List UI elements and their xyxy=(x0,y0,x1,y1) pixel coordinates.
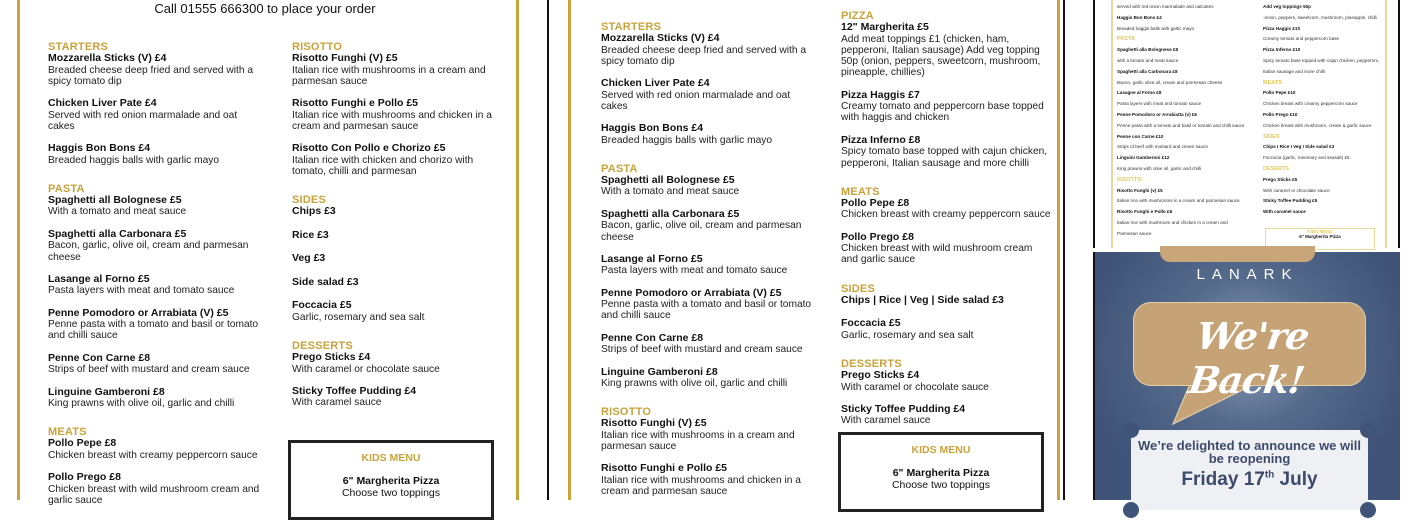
menu-column-2 xyxy=(292,41,507,426)
item-description: Bacon, garlic, olive oil, cream and parmesan cheese xyxy=(48,240,249,263)
item-description: With a tomato and meat sauce xyxy=(48,206,187,218)
thumb-column-2 xyxy=(1263,2,1413,218)
section-heading: PIZZA xyxy=(841,10,874,22)
item-name: Rice £3 xyxy=(292,228,329,241)
kids-menu-box xyxy=(838,432,1044,512)
item-name: Spaghetti all Bolognese £5 xyxy=(601,173,735,186)
kids-menu-box xyxy=(288,440,494,520)
item-description: With a tomato and meat sauce xyxy=(601,186,740,198)
kids-menu-desc: Choose two toppings xyxy=(341,487,441,499)
menu-item xyxy=(601,123,816,146)
menu-section xyxy=(841,283,1051,341)
thumb-line: Bacon, garlic olive oil, cream and parmesan cheese xyxy=(1117,79,1223,85)
menu-item xyxy=(601,78,816,112)
item-name: Sticky Toffee Pudding £4 xyxy=(292,384,417,397)
menu-section xyxy=(48,426,263,506)
item-name: Haggis Bon Bons £4 xyxy=(601,122,704,135)
thumb-line: Pizza Inferno £10 xyxy=(1263,47,1301,53)
headline: We're Back! xyxy=(1185,314,1312,402)
thumb-line: -onion, peppers, sweetcorn, mushroom, pineapple, chilli xyxy=(1263,14,1377,20)
section-heading: RISOTTO xyxy=(292,41,343,53)
item-description: Penne pasta with a tomato and basil or tomato and chilli sauce xyxy=(48,319,259,342)
location-label: LANARK xyxy=(1196,266,1299,283)
thumb-line: Chips I Rice I Veg I Side salad £3 xyxy=(1263,144,1335,150)
menu-item xyxy=(601,209,816,243)
thumb-kids-item: 6" Margherita Pizza xyxy=(1299,234,1341,239)
menu-item xyxy=(48,438,263,461)
item-name: Linguine Gamberoni £8 xyxy=(601,365,718,378)
thumb-kids-title: KIDS MENU xyxy=(1307,229,1333,234)
menu-item xyxy=(601,33,816,67)
menu-item xyxy=(601,175,816,198)
menu-section xyxy=(292,340,507,409)
menu-item xyxy=(601,463,816,497)
item-description: Served with red onion marmalade and oat cakes xyxy=(601,89,791,112)
thumb-line: Penne con Carne £10 xyxy=(1117,133,1164,139)
section-heading: PASTA xyxy=(48,182,85,195)
item-description: Italian rice with chicken and chorizo with tomato, chilli and parmesan xyxy=(292,154,474,177)
item-description: With caramel sauce xyxy=(292,397,382,409)
item-description: Italian rice with mushrooms in a cream and parmesan sauce xyxy=(601,429,795,453)
menu-item xyxy=(601,418,816,452)
item-name: Sticky Toffee Pudding £4 xyxy=(841,402,966,415)
menu-item xyxy=(601,288,816,322)
item-description: King prawns with olive oil, garlic and chilli xyxy=(48,398,235,410)
thumb-line: Parmesan sauce xyxy=(1117,230,1152,236)
item-description: Bacon, garlic, olive oil, cream and parmesan cheese xyxy=(601,220,802,243)
menu-item xyxy=(841,295,1051,307)
menu-item xyxy=(48,472,263,506)
item-name: Mozzarella Sticks (V) £4 xyxy=(601,32,720,44)
menu-item xyxy=(292,277,507,289)
thumb-line: with a tomato and meat sauce xyxy=(1117,57,1179,63)
thumb-line: Spicy tomato base topped with cajun chicken, pepperoni, xyxy=(1263,57,1379,63)
menu-column-1 xyxy=(48,41,263,523)
reopening-poster xyxy=(1093,252,1400,500)
menu-item xyxy=(841,90,1051,124)
thumb-line: Italian sausage and more chilli xyxy=(1263,68,1325,74)
item-name: Risotto Funghi e Pollo £5 xyxy=(292,97,418,110)
menu-item xyxy=(841,318,1051,341)
thumb-line: Italian rice with mushroom and chicken in a cream and xyxy=(1117,219,1228,225)
item-name: Side salad £3 xyxy=(292,275,359,288)
menu-section xyxy=(841,358,1051,427)
announcement-text: We’re delighted to announce we will be reopening xyxy=(1138,438,1361,466)
item-description: Italian rice with mushrooms and chicken in a cream and parmesan sauce xyxy=(601,474,801,498)
section-heading: SIDES xyxy=(841,282,876,295)
item-name: Pollo Pepe £8 xyxy=(48,437,117,450)
menu-column-1 xyxy=(601,21,816,515)
menu-item xyxy=(292,386,507,409)
thumb-line: Linguini Gamberoni £12 xyxy=(1117,155,1170,161)
thumb-line: Spaghetti alla Carbonara £8 xyxy=(1117,68,1178,74)
item-description: King prawns with olive oil, garlic and chilli xyxy=(601,378,788,390)
menu-item xyxy=(292,352,507,375)
item-name: Risotto Con Pollo e Chorizo £5 xyxy=(292,142,446,155)
date-day: Friday 17 xyxy=(1181,469,1265,490)
item-name: Prego Sticks £4 xyxy=(292,351,371,364)
menu-item xyxy=(48,143,263,166)
item-name: Risotto Funghi (V) £5 xyxy=(292,52,398,64)
item-description: Chicken breast with wild mushroom cream and garlic sauce xyxy=(841,243,1033,266)
section-heading: MEATS xyxy=(48,426,87,439)
thumb-line: Italian rice with mushrooms in a cream and parmesan sauce xyxy=(1117,198,1240,204)
menu-item xyxy=(48,308,263,342)
menu-section xyxy=(841,10,1051,169)
section-heading: RISOTTO xyxy=(601,406,652,419)
item-name: 12" Margherita £5 xyxy=(841,21,929,33)
item-name: Pollo Prego £8 xyxy=(48,471,121,484)
menu-item xyxy=(48,53,263,87)
thumb-line: Chicken breast with mushroom, cream & garlic sauce xyxy=(1263,122,1372,128)
item-description: With caramel or chocolate sauce xyxy=(292,363,440,375)
thumb-line: MEATS xyxy=(1263,79,1282,86)
menu-item xyxy=(292,206,507,218)
thumb-line: PASTA xyxy=(1117,36,1135,43)
gold-border-right xyxy=(516,0,519,500)
menu-item xyxy=(841,135,1051,169)
menu-item xyxy=(292,253,507,265)
thumb-line: served with red onion marmalade and oatcakes xyxy=(1117,4,1214,9)
item-description: Italian rice with mushrooms in a cream and parmesan sauce xyxy=(292,64,486,87)
kids-menu-desc: Choose two toppings xyxy=(891,479,991,491)
item-name: Risotto Funghi (V) £5 xyxy=(601,417,707,430)
section-heading: MEATS xyxy=(841,185,880,198)
thumb-line: SIDES xyxy=(1263,133,1280,140)
thumb-line: Spaghetti alla Bolognese £8 xyxy=(1117,47,1179,53)
menu-page-middle xyxy=(547,0,1065,500)
thumb-line: With caramel or chocolate sauce xyxy=(1263,187,1330,193)
item-description: Served with red onion marmalade and oat cakes xyxy=(48,109,238,132)
menu-section xyxy=(48,41,263,166)
menu-item xyxy=(601,254,816,277)
thumb-line: Chicken breast with creamy peppercorn sauce xyxy=(1263,101,1358,107)
thumb-line: Creamy tomato and peppercorn base xyxy=(1263,36,1340,42)
section-heading: DESSERTS xyxy=(841,358,902,371)
thumb-line: Penne Pomodoro or Arrabiatta (v) £6 xyxy=(1117,111,1197,117)
gold-border-left xyxy=(568,0,571,500)
menu-section xyxy=(292,194,507,323)
item-name: Penne Con Carne £8 xyxy=(48,351,151,364)
gold-border-left xyxy=(1111,0,1113,248)
item-description: With caramel or chocolate sauce xyxy=(841,381,989,393)
item-name: Chicken Liver Pate £4 xyxy=(601,77,710,90)
menu-item xyxy=(841,404,1051,427)
menu-item xyxy=(841,370,1051,393)
item-name: Lasange al Forno £5 xyxy=(601,252,703,265)
item-description: Add meat toppings £1 (chicken, ham, pepperoni, Italian sausage) Add veg topping 50p (onion, peppers, sweetcorn, mushroom, pineapple, chillies) xyxy=(841,33,1041,79)
thumb-line: Lasagne al Forno £8 xyxy=(1117,90,1162,96)
menu-page-left xyxy=(0,0,530,506)
item-name: Pollo Pepe £8 xyxy=(841,196,910,209)
thumb-line: Add veg toppings 50p xyxy=(1263,4,1311,9)
menu-thumbnail xyxy=(1093,0,1400,248)
menu-item xyxy=(48,229,263,263)
item-description: Pasta layers with meat and tomato sauce xyxy=(601,265,788,277)
thumb-line: Breaded haggis balls with garlic mayo xyxy=(1117,25,1195,31)
menu-section xyxy=(601,406,816,497)
item-name: Spaghetti all Bolognese £5 xyxy=(48,193,182,206)
item-description: Chicken breast with creamy peppercorn sauce xyxy=(48,449,258,461)
thumb-line: With caramel sauce xyxy=(1263,209,1306,215)
item-description: Garlic, rosemary and sea salt xyxy=(841,329,974,341)
item-name: Chicken Liver Pate £4 xyxy=(48,97,157,110)
item-description: Chicken breast with wild mushroom cream and garlic sauce xyxy=(48,483,260,506)
item-name: Spaghetti alla Carbonara £5 xyxy=(48,227,187,240)
menu-item xyxy=(841,22,1051,79)
item-description: Penne pasta with a tomato and basil or tomato and chilli sauce xyxy=(601,299,812,322)
thumb-line: Pollo Prego £10 xyxy=(1263,111,1298,117)
thumb-line: RISOTTO xyxy=(1117,176,1142,183)
menu-section xyxy=(292,41,507,177)
item-description: Breaded cheese deep fried and served with a spicy tomato dip xyxy=(601,44,807,67)
item-name: Spaghetti alla Carbonara £5 xyxy=(601,207,740,220)
kids-menu-title: KIDS MENU xyxy=(911,444,971,456)
menu-section xyxy=(601,21,816,146)
notch xyxy=(1360,502,1376,518)
date-suffix: th xyxy=(1264,469,1275,481)
item-name: Risotto Funghi e Pollo £5 xyxy=(601,462,727,475)
menu-section xyxy=(841,186,1051,266)
thumb-line: Pasta layers with meat and tomato sauce xyxy=(1117,101,1202,107)
item-name: Foccacia £5 xyxy=(292,299,352,312)
item-name: Mozzarella Sticks (V) £4 xyxy=(48,52,167,64)
item-name: Linguine Gamberoni £8 xyxy=(48,385,165,398)
order-phone-text: Call 01555 666300 to place your order xyxy=(154,1,376,16)
notch xyxy=(1123,422,1139,438)
item-description: Spicy tomato base topped with cajun chicken, pepperoni, Italian sausage and more chilli xyxy=(841,146,1048,169)
item-description: Creamy tomato and peppercorn base topped with haggis and chicken xyxy=(841,101,1044,124)
thumb-line: Pollo Pepe £10 xyxy=(1263,90,1296,96)
thumb-line: Risotto Funghi e Pollo £6 xyxy=(1117,209,1173,215)
item-description: Garlic, rosemary and sea salt xyxy=(292,311,425,323)
thumb-line: Sticky Toffee Pudding £5 xyxy=(1263,198,1318,204)
item-name: Chips | Rice | Veg | Side salad £3 xyxy=(841,293,1004,306)
item-description: Breaded haggis balls with garlic mayo xyxy=(601,134,773,146)
item-name: Pollo Prego £8 xyxy=(841,230,914,243)
thumb-line: Risotto Funghi (v) £5 xyxy=(1117,187,1163,193)
item-description: Chicken breast with creamy peppercorn sauce xyxy=(841,209,1051,221)
menu-item xyxy=(292,300,507,323)
thumb-line: Pizza Haggis £10 xyxy=(1263,25,1301,31)
item-description: Italian rice with mushrooms and chicken in a cream and parmesan sauce xyxy=(292,109,492,132)
menu-item xyxy=(292,98,507,132)
menu-item xyxy=(292,53,507,87)
thumb-line: Strips of beef with mustard and cream sauce xyxy=(1117,144,1208,150)
item-description: Strips of beef with mustard and cream sauce xyxy=(601,344,803,356)
section-heading: PASTA xyxy=(601,162,638,175)
item-name: Pizza Haggis £7 xyxy=(841,88,920,101)
section-heading: STARTERS xyxy=(601,21,662,33)
reopening-date xyxy=(1131,469,1368,491)
thumb-line: Haggis Bon Bons £4 xyxy=(1117,14,1162,20)
item-description: Breaded haggis balls with garlic mayo xyxy=(48,154,220,166)
item-name: Pizza Inferno £8 xyxy=(841,133,921,146)
thumb-line: Penne pasta with a tomato and basil or tomato and chilli sauce xyxy=(1117,122,1245,128)
notch xyxy=(1123,502,1139,518)
item-name: Haggis Bon Bons £4 xyxy=(48,142,151,155)
item-name: Penne Pomodoro or Arrabiata (V) £5 xyxy=(48,306,229,319)
thumb-column-1 xyxy=(1117,2,1267,240)
menu-item xyxy=(48,274,263,297)
item-description: Breaded cheese deep fried and served with a spicy tomato dip xyxy=(48,64,254,87)
gold-border-left xyxy=(17,0,20,500)
item-name: Foccacia £5 xyxy=(841,317,901,330)
kids-menu-item: 6" Margherita Pizza xyxy=(892,467,990,479)
section-heading: DESSERTS xyxy=(292,340,353,353)
section-heading: SIDES xyxy=(292,194,327,207)
item-name: Penne Pomodoro or Arrabiata (V) £5 xyxy=(601,286,782,299)
menu-section xyxy=(48,183,263,409)
menu-item xyxy=(841,198,1051,221)
item-name: Penne Con Carne £8 xyxy=(601,331,704,344)
item-name: Veg £3 xyxy=(292,252,326,265)
item-description: With caramel sauce xyxy=(841,415,931,427)
date-month: July xyxy=(1274,469,1318,490)
menu-item xyxy=(601,333,816,356)
kids-menu-title: KIDS MENU xyxy=(361,452,421,464)
menu-section xyxy=(601,163,816,389)
menu-item xyxy=(292,230,507,242)
kids-menu-item: 6" Margherita Pizza xyxy=(342,475,440,487)
thumb-line: King prawns with olive oil, garlic and chilli xyxy=(1117,165,1202,171)
menu-item xyxy=(48,195,263,218)
menu-item xyxy=(48,98,263,132)
notch xyxy=(1360,422,1376,438)
item-description: Strips of beef with mustard and cream sauce xyxy=(48,364,250,376)
item-name: Prego Sticks £4 xyxy=(841,369,920,382)
item-name: Lasange al Forno £5 xyxy=(48,272,150,285)
item-name: Chips £3 xyxy=(292,205,336,218)
menu-item xyxy=(841,232,1051,266)
section-heading: STARTERS xyxy=(48,41,109,53)
menu-item xyxy=(48,353,263,376)
announcement-card xyxy=(1131,430,1368,510)
menu-column-2 xyxy=(841,10,1051,444)
menu-item xyxy=(601,367,816,390)
thumb-line: Foccacia (garlic, rosemary and seasalt) £5 xyxy=(1263,155,1350,161)
thumb-line: Prego Sticks £5 xyxy=(1263,176,1298,182)
thumb-line: DESERTS xyxy=(1263,165,1289,172)
gold-border-right xyxy=(1057,0,1060,500)
menu-item xyxy=(48,387,263,410)
menu-item xyxy=(292,143,507,177)
item-description: Pasta layers with meat and tomato sauce xyxy=(48,285,235,297)
